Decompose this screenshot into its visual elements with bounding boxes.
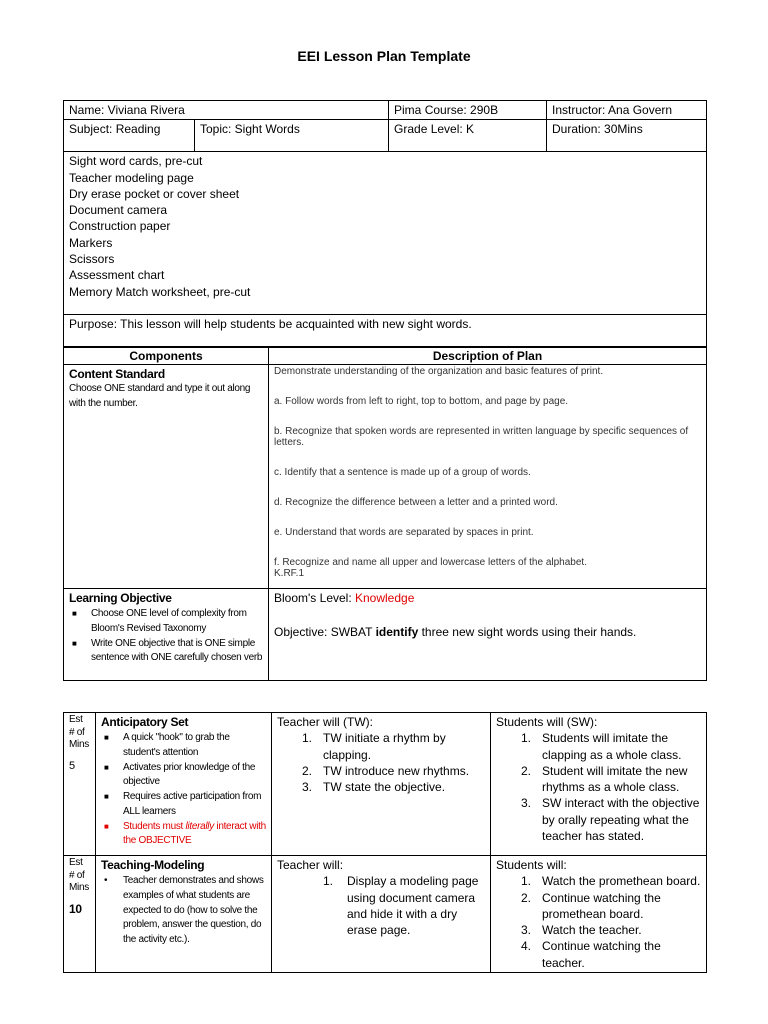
objective-guideline: ■ Choose ONE level of complexity from Bloom's Revised Taxonomy	[72, 608, 247, 634]
anticipatory-bullet-red: ■ Students must literally interact with the OBJECTIVE	[104, 820, 266, 847]
anticipatory-teacher-cell	[272, 713, 491, 856]
material-item: Assessment chart	[69, 268, 165, 283]
duration: Duration: 30Mins	[547, 120, 707, 152]
students-will-heading: Students will:	[496, 858, 567, 872]
blooms-level: Bloom's Level: Knowledge	[274, 591, 415, 605]
lesson-plan-table	[63, 100, 707, 347]
modeling-est-cell: Est # of Mins 10	[64, 856, 96, 973]
instructor: Instructor: Ana Govern	[547, 101, 707, 120]
modeling-student-cell	[491, 856, 707, 973]
student-step: 4. Continue watching the teacher.	[521, 939, 661, 970]
modeling-bullet: • Teacher demonstrates and shows examples of what students are expected to do (how to solve the problem, answer the question, do the activity etc.).	[104, 875, 264, 946]
materials-cell	[64, 152, 707, 315]
anticipatory-bullet: ■ Requires active participation from ALL learners	[104, 791, 262, 817]
learning-objective-cell	[64, 589, 269, 681]
standard-line: Demonstrate understanding of the organization and basic features of print.	[274, 366, 604, 377]
standard-description	[269, 365, 707, 589]
content-standard-cell	[64, 365, 269, 589]
student-step: 2. Continue watching the promethean board.	[521, 890, 661, 921]
student-step: 1. Watch the promethean board.	[521, 874, 701, 889]
standard-line: b. Recognize that spoken words are represented in written language by specific sequences of letters.	[274, 426, 689, 448]
purpose: Purpose: This lesson will help students be acquainted with new sight words.	[64, 315, 707, 347]
material-item: Document camera	[69, 203, 168, 218]
subject: Subject: Reading	[64, 120, 195, 152]
material-item: Construction paper	[69, 219, 171, 234]
components-header-cell: Components	[64, 348, 269, 365]
students-will-heading: Students will (SW):	[496, 715, 598, 729]
standard-code: K.RF.1	[274, 568, 305, 579]
anticipatory-student-cell	[491, 713, 707, 856]
anticipatory-est-cell: Est # of Mins 5	[64, 713, 96, 856]
material-item: Markers	[69, 235, 113, 250]
student-step: 3. Watch the teacher.	[521, 923, 642, 938]
teacher-step: 1. TW initiate a rhythm by clapping.	[302, 731, 446, 762]
teacher-will-heading: Teacher will:	[277, 858, 344, 872]
learning-objective-heading: Learning Objective	[69, 591, 172, 605]
document-title: EEI Lesson Plan Template	[297, 48, 471, 64]
anticipatory-bullet: ■ A quick "hook" to grab the student's attention	[104, 732, 230, 758]
anticipatory-minutes: 5	[69, 759, 75, 772]
material-item: Scissors	[69, 252, 115, 267]
modeling-cell	[96, 856, 272, 973]
material-item: Memory Match worksheet, pre-cut	[69, 284, 251, 299]
teacher-step: 3. TW state the objective.	[302, 780, 446, 795]
standard-line: e. Understand that words are separated by spaces in print.	[274, 527, 534, 538]
standard-line: d. Recognize the difference between a letter and a printed word.	[274, 497, 558, 508]
standard-line: a. Follow words from left to right, top to bottom, and page by page.	[274, 396, 569, 407]
anticipatory-heading: Anticipatory Set	[101, 715, 189, 729]
student-step: 1. Students will imitate the clapping as a whole class.	[521, 731, 682, 762]
objective-description	[269, 589, 707, 681]
grade-level: Grade Level: K	[389, 120, 547, 152]
modeling-heading: Teaching-Modeling	[101, 858, 205, 872]
description-header-cell: Description of Plan	[269, 348, 707, 365]
objective-statement: Objective: SWBAT identify three new sight words using their hands.	[274, 625, 637, 640]
material-item: Teacher modeling page	[69, 170, 194, 185]
material-item: Dry erase pocket or cover sheet	[69, 186, 240, 201]
teacher-will-heading: Teacher will (TW):	[277, 715, 374, 729]
standard-line: f. Recognize and name all upper and lowercase letters of the alphabet.	[274, 557, 587, 568]
student-step: 2. Student will imitate the new rhythms as a whole class.	[521, 763, 688, 795]
teacher-step: 2. TW introduce new rhythms.	[302, 763, 470, 778]
content-standard-instruction: Choose ONE standard and type it out along with the number.	[69, 383, 251, 409]
modeling-minutes: 10	[69, 901, 82, 916]
topic: Topic: Sight Words	[195, 120, 389, 152]
teacher-name: Name: Viviana Rivera	[64, 101, 389, 120]
student-step: 3. SW interact with the objective by orally repeating what the teacher has stated.	[521, 796, 700, 844]
material-item: Sight word cards, pre-cut	[69, 154, 203, 169]
anticipatory-bullet: ■ Activates prior knowledge of the objective	[104, 761, 256, 788]
procedure-table	[63, 712, 707, 973]
standard-line: c. Identify that a sentence is made up of a group of words.	[274, 467, 531, 478]
anticipatory-set-cell	[96, 713, 272, 856]
content-standard-heading: Content Standard	[69, 367, 165, 381]
components-table	[63, 347, 707, 681]
pima-course: Pima Course: 290B	[389, 101, 547, 120]
modeling-teacher-cell	[272, 856, 491, 973]
objective-guideline: ■ Write ONE objective that is ONE simple sentence with ONE carefully chosen verb	[72, 637, 263, 664]
teacher-step: 1. Display a modeling page using document camera and hide it with a dry erase page.	[323, 874, 479, 938]
